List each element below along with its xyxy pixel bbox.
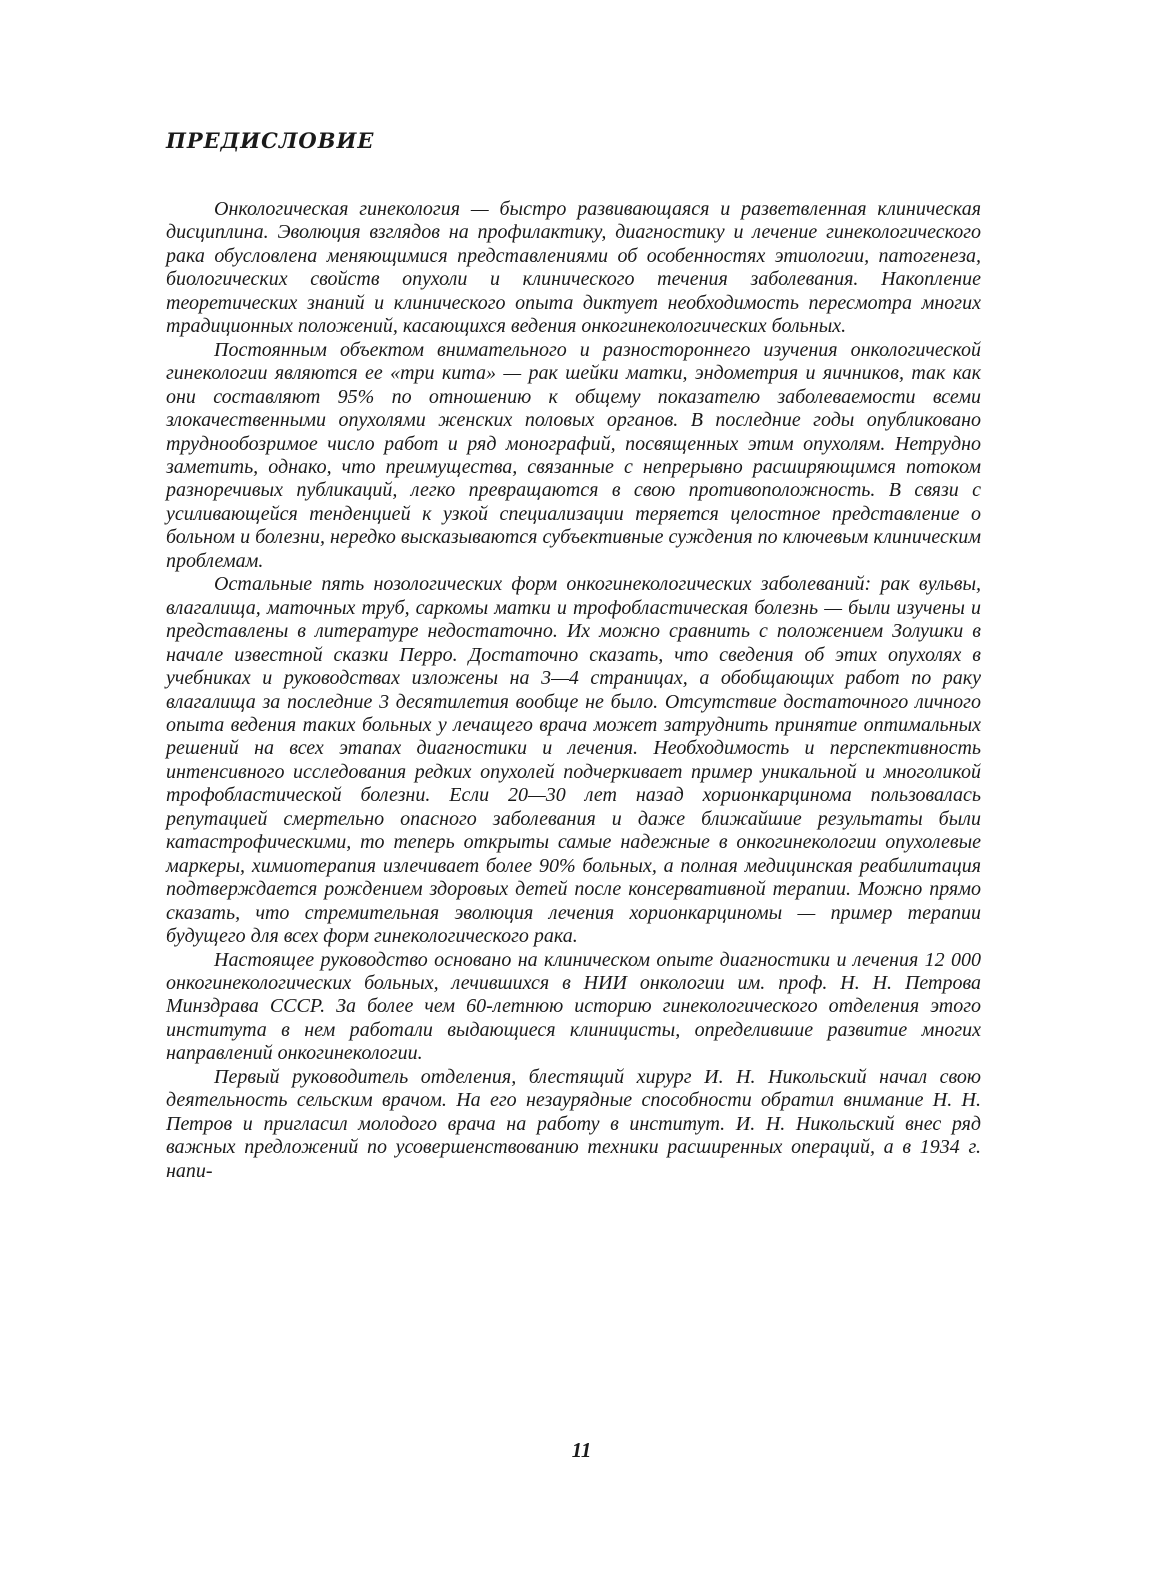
paragraph-5: Первый руководитель отделения, блестящий хирург И. Н. Никольский начал свою деятельность сельским врачом. На его незаурядные способности обратил внимание Н. Н. Петров и пригласил молодого врача на работу в институт. И. Н. Никольский внес ряд важных предложений по усовершенствованию техники расширенных операций, а в 1934 г. напи- [166, 1065, 981, 1182]
paragraph-4: Настоящее руководство основано на клиническом опыте диагностики и лечения 12 000 онкогинекологических больных, лечившихся в НИИ онкологии им. проф. Н. Н. Петрова Минздрава СССР. За более чем 60-летнюю историю гинекологического отделения этого института в нем работали выдающиеся клиницисты, определившие развитие многих направлений онкогинекологии. [166, 948, 981, 1065]
paragraph-2: Постоянным объектом внимательного и разностороннего изучения онкологической гинекологии являются ее «три кита» — рак шейки матки, эндометрия и яичников, так как они составляют 95% по отношению к общему показателю заболеваемости всеми злокачественными опухолями женских половых органов. В последние годы опубликовано труднообозримое число работ и ряд монографий, посвященных этим опухолям. Нетрудно заметить, однако, что преимущества, связанные с непрерывно расширяющимся потоком разноречивых публикаций, легко превращаются в свою противоположность. В связи с усиливающейся тенденцией к узкой специализации теряется целостное представление о больном и болезни, нередко высказываются субъективные суждения по ключевым клиническим проблемам. [166, 338, 981, 572]
page-number: 11 [571, 1438, 592, 1462]
body-text [166, 198, 981, 1183]
paragraph-3: Остальные пять нозологических форм онкогинекологических заболеваний: рак вульвы, влагалища, маточных труб, саркомы матки и трофобластическая болезнь — были изучены и представлены в литературе недостаточно. Их можно сравнить с положением Золушки в начале известной сказки Перро. Достаточно сказать, что сведения об этих опухолях в учебниках и руководствах изложены на 3—4 страницах, а обобщающих работ по раку влагалища за последние 3 десятилетия вообще не было. Отсутствие достаточного личного опыта ведения таких больных у лечащего врача может затруднить принятие оптимальных решений на всех этапах диагностики и лечения. Необходимость и перспективность интенсивного исследования редких опухолей подчеркивает пример уникальной и многоликой трофобластической болезни. Если 20—30 лет назад хорионкарцинома пользовалась репутацией смертельно опасного заболевания и даже ближайшие результаты были катастрофическими, то теперь открыты самые надежные в онкогинекологии опухолевые маркеры, химиотерапия излечивает более 90% больных, а полная медицинская реабилитация подтверждается рождением здоровых детей после консервативной терапии. Можно прямо сказать, что стремительная эволюция лечения хорионкарциномы — пример терапии будущего для всех форм гинекологического рака. [166, 573, 981, 948]
paragraph-1: Онкологическая гинекология — быстро развивающаяся и разветвленная клиническая дисциплина. Эволюция взглядов на профилактику, диагностику и лечение гинекологического рака обусловлена меняющимися представлениями об особенностях этиологии, патогенеза, биологических свойств опухоли и клинического течения заболевания. Накопление теоретических знаний и клинического опыта диктует необходимость пересмотра многих традиционных положений, касающихся ведения онкогинекологических больных. [166, 198, 981, 338]
page-title: ПРЕДИСЛОВИЕ [166, 128, 375, 153]
